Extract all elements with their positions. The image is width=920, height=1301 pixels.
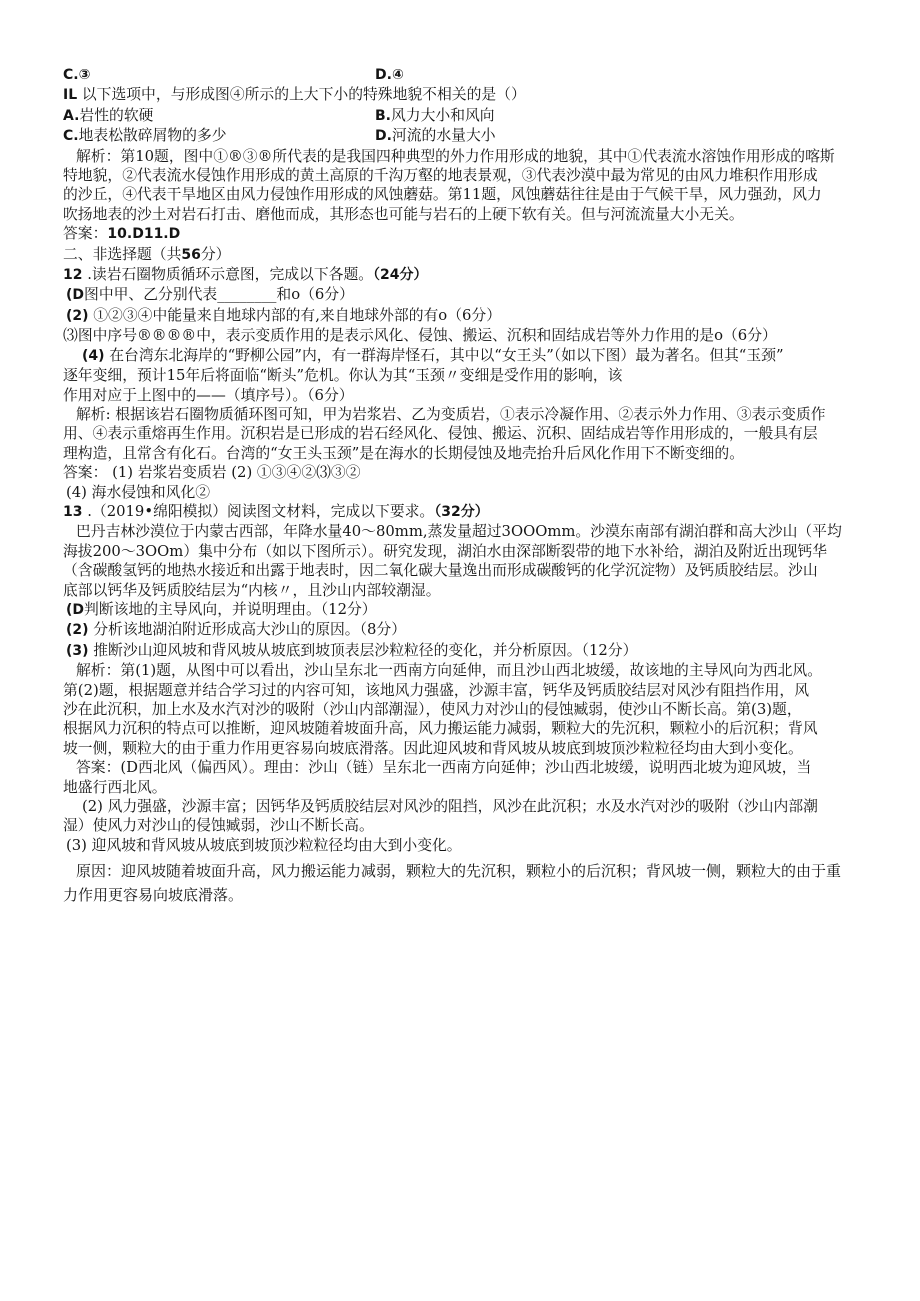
q13-analysis-line: 解析：第(1)题，从图中可以看出，沙山呈东北一西南方向延伸，而且沙山西北坡缓，故该地的主导风向为西北风。 — [76, 662, 823, 680]
q13-answer-part-1: (D西北风（偏西风）。理由：沙山（链）呈东北一西南方向延伸；沙山西北坡缓，说明西北坡为迎风坡，当 — [120, 759, 812, 777]
q13-material-line: （含碳酸氢钙的地热水接近和出露于地表时，因二氧化碳大量逸出而形成碳酸钙的化学沉淀物）及钙质胶结层。沙山 — [63, 562, 818, 580]
q12-stem — [63, 265, 861, 285]
q12-part-3-label: ⑶ — [63, 327, 78, 345]
q11-option-c — [63, 126, 375, 146]
q11-option-c-text: 地表松散碎屑物的多少 — [78, 127, 227, 145]
q12-part-2-text: ①②③④中能量来自地球内部的有,来自地球外部的有o（6分） — [88, 306, 501, 324]
q13-answer — [63, 758, 861, 777]
document-content — [63, 65, 861, 907]
section2-title-pre: 二、非选择题（共 — [63, 245, 182, 263]
q13-part-3-text: 推断沙山迎风坡和背风坡从坡底到坡顶表层沙粒粒径的变化，并分析原因。（12分） — [88, 641, 638, 659]
q13-analysis-line: 坡一侧，颗粒大的由于重力作用更容易向坡底滑落。因此迎风坡和背风坡从坡底到坡顶沙粒粒径均由大到小变化。 — [63, 739, 803, 757]
q11-option-d-key: D. — [375, 128, 392, 145]
q12-answer-line-2: (4) 海水侵蚀和风化② — [66, 483, 211, 501]
q12-part-1 — [63, 285, 861, 305]
q13-answer-part-1-line: 地盛行西北风。 — [63, 778, 167, 796]
q13-answer-part-3: (3) 迎风坡和背风坡从坡底到坡顶沙粒粒径均由大到小变化。 — [66, 836, 462, 854]
q13-part-3-label: (3) — [66, 642, 89, 659]
q13-answer-label: 答案： — [76, 759, 121, 777]
q13-part-1-label: (D — [66, 601, 85, 618]
q11-option-b-key: B. — [375, 107, 391, 124]
q13-stem — [63, 502, 861, 522]
q12-analysis-line: 理构造，且常含有化石。台湾的“女王头玉颈”是在海水的长期侵蚀及地壳抬升后风化作用下不断变细的。 — [63, 444, 744, 462]
q13-answer-reason-line: 力作用更容易向坡底滑落。 — [63, 885, 244, 904]
q11-option-d-text: 河流的水量大小 — [391, 127, 496, 145]
analysis-10-11-line: 特地貌，②代表流水侵蚀作用形成的黄土高原的千沟万壑的地表景观，③代表沙漠中最为常见的由风力堆积作用形成 — [63, 167, 818, 185]
q13-part-2-label: (2) — [66, 622, 89, 639]
q13-part-1-text: 判断该地的主导风向，并说明理由。（12分） — [84, 600, 377, 618]
q12-score: （24分） — [373, 267, 428, 284]
q12-part-4-text: 在台湾东北海岸的“野柳公园”内，有一群海岸怪石，其中以“女王头”（如以下图）最为著名。但其“玉颈” — [104, 346, 784, 364]
q13-score: （32分） — [434, 503, 489, 520]
q13-answer-reason-line: 原因：迎风坡随着坡面升高，风力搬运能力减弱，颗粒大的先沉积，颗粒小的后沉积；背风坡一侧，颗粒大的由于重 — [76, 862, 842, 881]
section2-title — [63, 245, 861, 265]
q10-option-c-text: C.③ — [63, 67, 91, 83]
q10-options-row — [63, 65, 861, 85]
q11-options-row-1 — [63, 106, 861, 126]
analysis-10-11-line: 吹扬地表的沙土对岩石打击、磨他而成，其形态也可能与岩石的上硬下软有关。但与河流流量大小无关。 — [63, 205, 744, 223]
section2-score: 56 — [181, 246, 201, 263]
analysis-10-11-line: 的沙丘，④代表干旱地区由风力侵蚀作用形成的风蚀蘑菇。第11题，风蚀蘑菇往往是由于气候干旱，风力强劲，风力 — [63, 186, 822, 204]
q10-option-d-text: D.④ — [375, 67, 404, 83]
q13-material-line: 底部以钙华及钙质胶结层为“内核〃，且沙山内部较潮湿。 — [63, 581, 441, 599]
q13-stem-text: .（2019•绵阳模拟）阅读图文材料，完成以下要求。 — [82, 502, 435, 520]
q13-analysis-line: 根据风力沉积的特点可以推断，迎风坡随着坡面升高，风力搬运能力减弱，颗粒大的先沉积，颗粒小的后沉积；背风 — [63, 720, 818, 738]
q10-option-d — [375, 65, 861, 85]
q12-part-2 — [63, 306, 861, 326]
q12-part-1-text: 图中甲、乙分别代表________和o（6分） — [84, 286, 354, 304]
q12-analysis-line: 解析: 根据该岩石圈物质循环图可知，甲为岩浆岩、乙为变质岩，①表示冷凝作用、②表示外力作用、③表示变质作 — [76, 405, 826, 423]
q13-part-1 — [63, 600, 861, 620]
q11-option-b-text: 风力大小和风向 — [391, 106, 495, 124]
q12-analysis-line: 用、④表示重熔再生作用。沉积岩是已形成的岩石经风化、侵蚀、搬运、沉积、固结成岩等作用形成的，一般具有层 — [63, 425, 818, 443]
q12-answer-line-1: (1) 岩浆岩变质岩 (2) ①③④②⑶③② — [107, 464, 361, 482]
q12-part-4-label: (4) — [82, 347, 105, 364]
q12-part-3-text: 图中序号®®®®中，表示变质作用的是表示风化、侵蚀、搬运、沉积和固结成岩等外力作用的是o（6分） — [77, 327, 777, 345]
q13-material-line: 海拔200〜3OOm）集中分布（如以下图所示）。研究发现，湖泊水由深部断裂带的地下水补给，湖泊及附近出现钙华 — [63, 542, 828, 560]
analysis-10-11-line: 解析：第10题，图中①®③®所代表的是我国四种典型的外力作用形成的地貌，其中①代表流水溶蚀作用形成的喀斯 — [76, 147, 835, 165]
q13-material-line: 巴丹吉林沙漠位于内蒙古西部，年降水量40〜80mm,蒸发量超过3OOOmm。沙漠东南部有湖泊群和高大沙山（平均 — [76, 523, 842, 541]
q13-analysis-line: 第(2)题，根据题意并结合学习过的内容可知，该地风力强盛，沙源丰富，钙华及钙质胶结层对风沙有阻挡作用，风 — [63, 681, 810, 699]
q11-stem-text: 以下选项中，与形成图④所示的上大下小的特殊地貌不相关的是（） — [77, 86, 526, 104]
q12-part-4-line: 作用对应于上图中的——（填序号）。（6分） — [63, 386, 354, 404]
q13-answer-reason — [63, 860, 861, 907]
q11-option-a-text: 岩性的软硬 — [79, 106, 154, 124]
q11-stem — [63, 85, 861, 105]
q12-answer-label: 答案： — [63, 464, 108, 482]
q13-answer-part-2: (2) 风力强盛，沙源丰富；因钙华及钙质胶结层对风沙的阻挡，风沙在此沉积；水及水汽对沙的吸附（沙山内部潮 — [82, 798, 818, 816]
q12-part-4-line: 逐年变细，预计15年后将面临“断头”危机。你认为其“玉颈〃变细是受作用的影响，该 — [63, 367, 623, 385]
q11-number: IL — [63, 87, 78, 104]
q12-answer — [63, 463, 861, 482]
answer-10-11 — [63, 224, 861, 244]
q11-option-a — [63, 106, 375, 126]
q12-part-3 — [63, 326, 861, 345]
q11-option-d — [375, 126, 861, 146]
section2-title-post: 分） — [200, 245, 231, 263]
q12-part-1-label: (D — [66, 287, 85, 304]
q13-part-2-text: 分析该地湖泊附近形成高大沙山的原因。（8分） — [88, 621, 407, 639]
q13-number: 13 — [63, 503, 83, 520]
answer-label: 答案： — [63, 225, 108, 243]
q11-option-b — [375, 106, 861, 126]
q12-part-2-label: (2) — [66, 307, 89, 324]
q12-number: 12 — [63, 267, 83, 284]
q13-part-2 — [63, 620, 861, 640]
q13-answer-part-2-line: 湿）使风力对沙山的侵蚀臧弱，沙山不断长高。 — [63, 817, 374, 835]
q10-option-c — [63, 65, 375, 85]
q11-options-row-2 — [63, 126, 861, 146]
q12-stem-text: .读岩石圈物质循环示意图，完成以下各题。 — [82, 266, 374, 284]
answer-value: 10.D11.D — [107, 226, 181, 243]
q13-analysis-line: 沙在此沉积，加上水及水汽对沙的吸附（沙山内部潮湿），使风力对沙山的侵蚀臧弱，使沙山不断长高。第(3)题， — [63, 701, 802, 718]
q12-part-4 — [63, 346, 861, 366]
q11-option-c-key: C. — [63, 128, 79, 145]
q13-part-3 — [63, 641, 861, 661]
q11-option-a-key: A. — [63, 107, 80, 124]
